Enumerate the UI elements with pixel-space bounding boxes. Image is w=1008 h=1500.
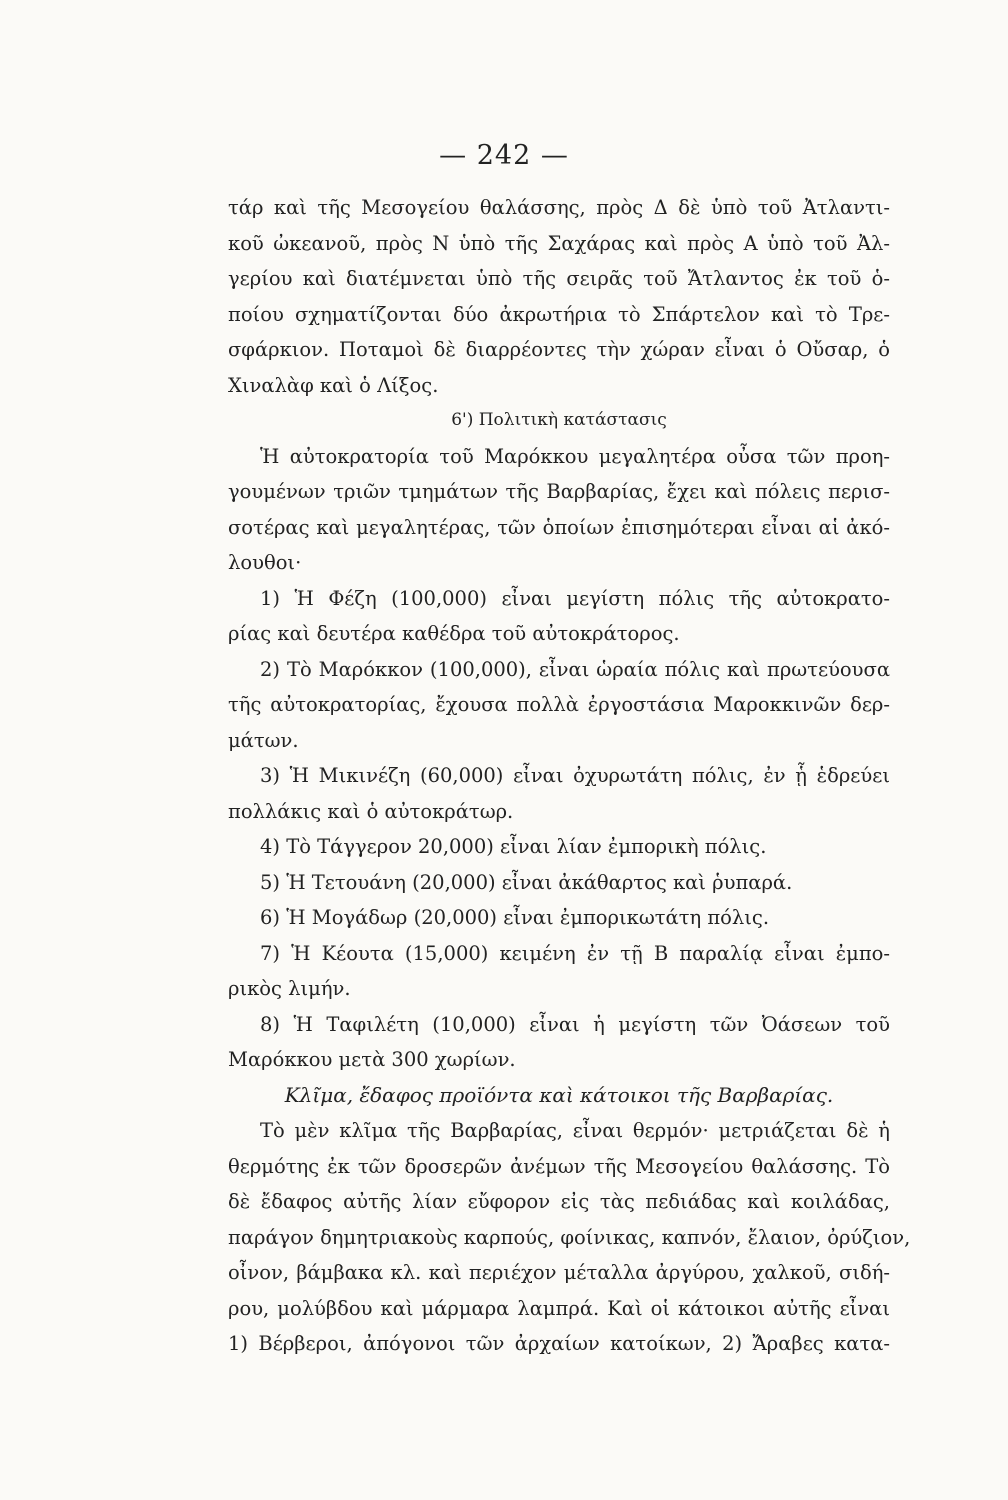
text-line: ρικὸς λιμήν. (228, 977, 351, 1000)
text-line: σφάρκιον. Ποταμοὶ δὲ διαρρέοντες τὴν χώραν εἶναι ὁ Οὔσαρ, ὁ (228, 338, 890, 361)
list-item: 1) Ἡ Φέζη (100,000) εἶναι μεγίστη πόλις τῆς αὐτοκρατο- (260, 586, 890, 610)
list-item: 6) Ἡ Μογάδωρ (20,000) εἶναι ἐμπορικωτάτη πόλις. (260, 906, 770, 929)
text-line: σοτέρας καὶ μεγαλητέρας, τῶν ὁποίων ἐπισημότεραι εἶναι αἱ ἀκό- (228, 515, 890, 539)
text-line: ρου, μολύβδου καὶ μάρμαρα λαμπρά. Καὶ οἱ κάτοικοι αὐτῆς εἶναι (228, 1296, 890, 1320)
text-line: 1) Βέρβεροι, ἀπόγονοι τῶν ἀρχαίων κατοίκων, 2) Ἄραβες κατα- (228, 1332, 890, 1355)
text-line: οἶνον, βάμβακα κλ. καὶ περιέχον μέταλλα ἀργύρου, χαλκοῦ, σιδή- (228, 1261, 890, 1284)
text-line: παράγον δημητριακοὺς καρπούς, φοίνικας, καπνόν, ἔλαιον, ὀρύζιον, (228, 1225, 911, 1249)
text-line: τάρ καὶ τῆς Μεσογείου θαλάσσης, πρὸς Δ δὲ ὑπὸ τοῦ Ἀτλαντι- (228, 196, 890, 219)
text-line: ποίου σχηματίζονται δύο ἀκρωτήρια τὸ Σπάρτελον καὶ τὸ Τρε- (228, 302, 890, 326)
text-line: Μαρόκκου μετὰ 300 χωρίων. (228, 1048, 516, 1071)
text-line: Τὸ μὲν κλῖμα τῆς Βαρβαρίας, εἶναι θερμόν· μετριάζεται δὲ ἡ (260, 1119, 890, 1142)
text-line: δὲ ἔδαφος αὐτῆς λίαν εὔφορον εἰς τὰς πεδιάδας καὶ κοιλάδας, (228, 1190, 890, 1213)
section-heading: 6') Πολιτικὴ κατάστασις (451, 410, 667, 430)
text-line: μάτων. (228, 728, 299, 752)
text-line: Ἡ αὐτοκρατορία τοῦ Μαρόκκου μεγαλητέρα οὖσα τῶν προη- (260, 444, 890, 468)
body-text (228, 190, 911, 1362)
list-item: 5) Ἡ Τετουάνη (20,000) εἶναι ἀκάθαρτος καὶ ῥυπαρά. (260, 870, 793, 894)
text-line: πολλάκις καὶ ὁ αὐτοκράτωρ. (228, 799, 514, 823)
section-heading: Κλῖμα, ἔδαφος προϊόντα καὶ κάτοικοι τῆς Βαρβαρίας. (284, 1082, 834, 1107)
text-line: Χιναλὰφ καὶ ὁ Λίξος. (228, 373, 439, 397)
list-item: 2) Τὸ Μαρόκκον (100,000), εἶναι ὡραία πόλις καὶ πρωτεύουσα (260, 657, 890, 681)
text-line: θερμότης ἐκ τῶν δροσερῶν ἀνέμων τῆς Μεσογείου θαλάσσης. Τὸ (228, 1154, 890, 1178)
text-line: τῆς αὐτοκρατορίας, ἔχουσα πολλὰ ἐργοστάσια Μαροκκινῶν δερ- (228, 693, 890, 716)
text-line: γουμένων τριῶν τμημάτων τῆς Βαρβαρίας, ἔχει καὶ πόλεις περισ- (228, 480, 890, 503)
list-item: 4) Τὸ Τάγγερον 20,000) εἶναι λίαν ἐμπορικὴ πόλις. (260, 835, 767, 858)
list-item: 3) Ἡ Μικινέζη (60,000) εἶναι ὀχυρωτάτη πόλις, ἐν ᾗ ἑδρεύει (260, 764, 890, 787)
text-line: κοῦ ὠκεανοῦ, πρὸς Ν ὑπὸ τῆς Σαχάρας καὶ πρὸς Α ὑπὸ τοῦ Ἀλ- (228, 231, 890, 255)
text-line: γερίου καὶ διατέμνεται ὑπὸ τῆς σειρᾶς τοῦ Ἄτλαντος ἐκ τοῦ ὁ- (228, 267, 890, 290)
list-item: 7) Ἡ Κέουτα (15,000) κειμένη ἐν τῇ Β παραλίᾳ εἶναι ἐμπο- (260, 941, 890, 965)
text-line: ρίας καὶ δευτέρα καθέδρα τοῦ αὐτοκράτορος. (228, 622, 680, 645)
page-number: — 242 — (439, 140, 569, 171)
list-item: 8) Ἡ Ταφιλέτη (10,000) εἶναι ἡ μεγίστη τῶν Ὀάσεων τοῦ (260, 1012, 890, 1036)
text-line: λουθοι· (228, 551, 302, 574)
